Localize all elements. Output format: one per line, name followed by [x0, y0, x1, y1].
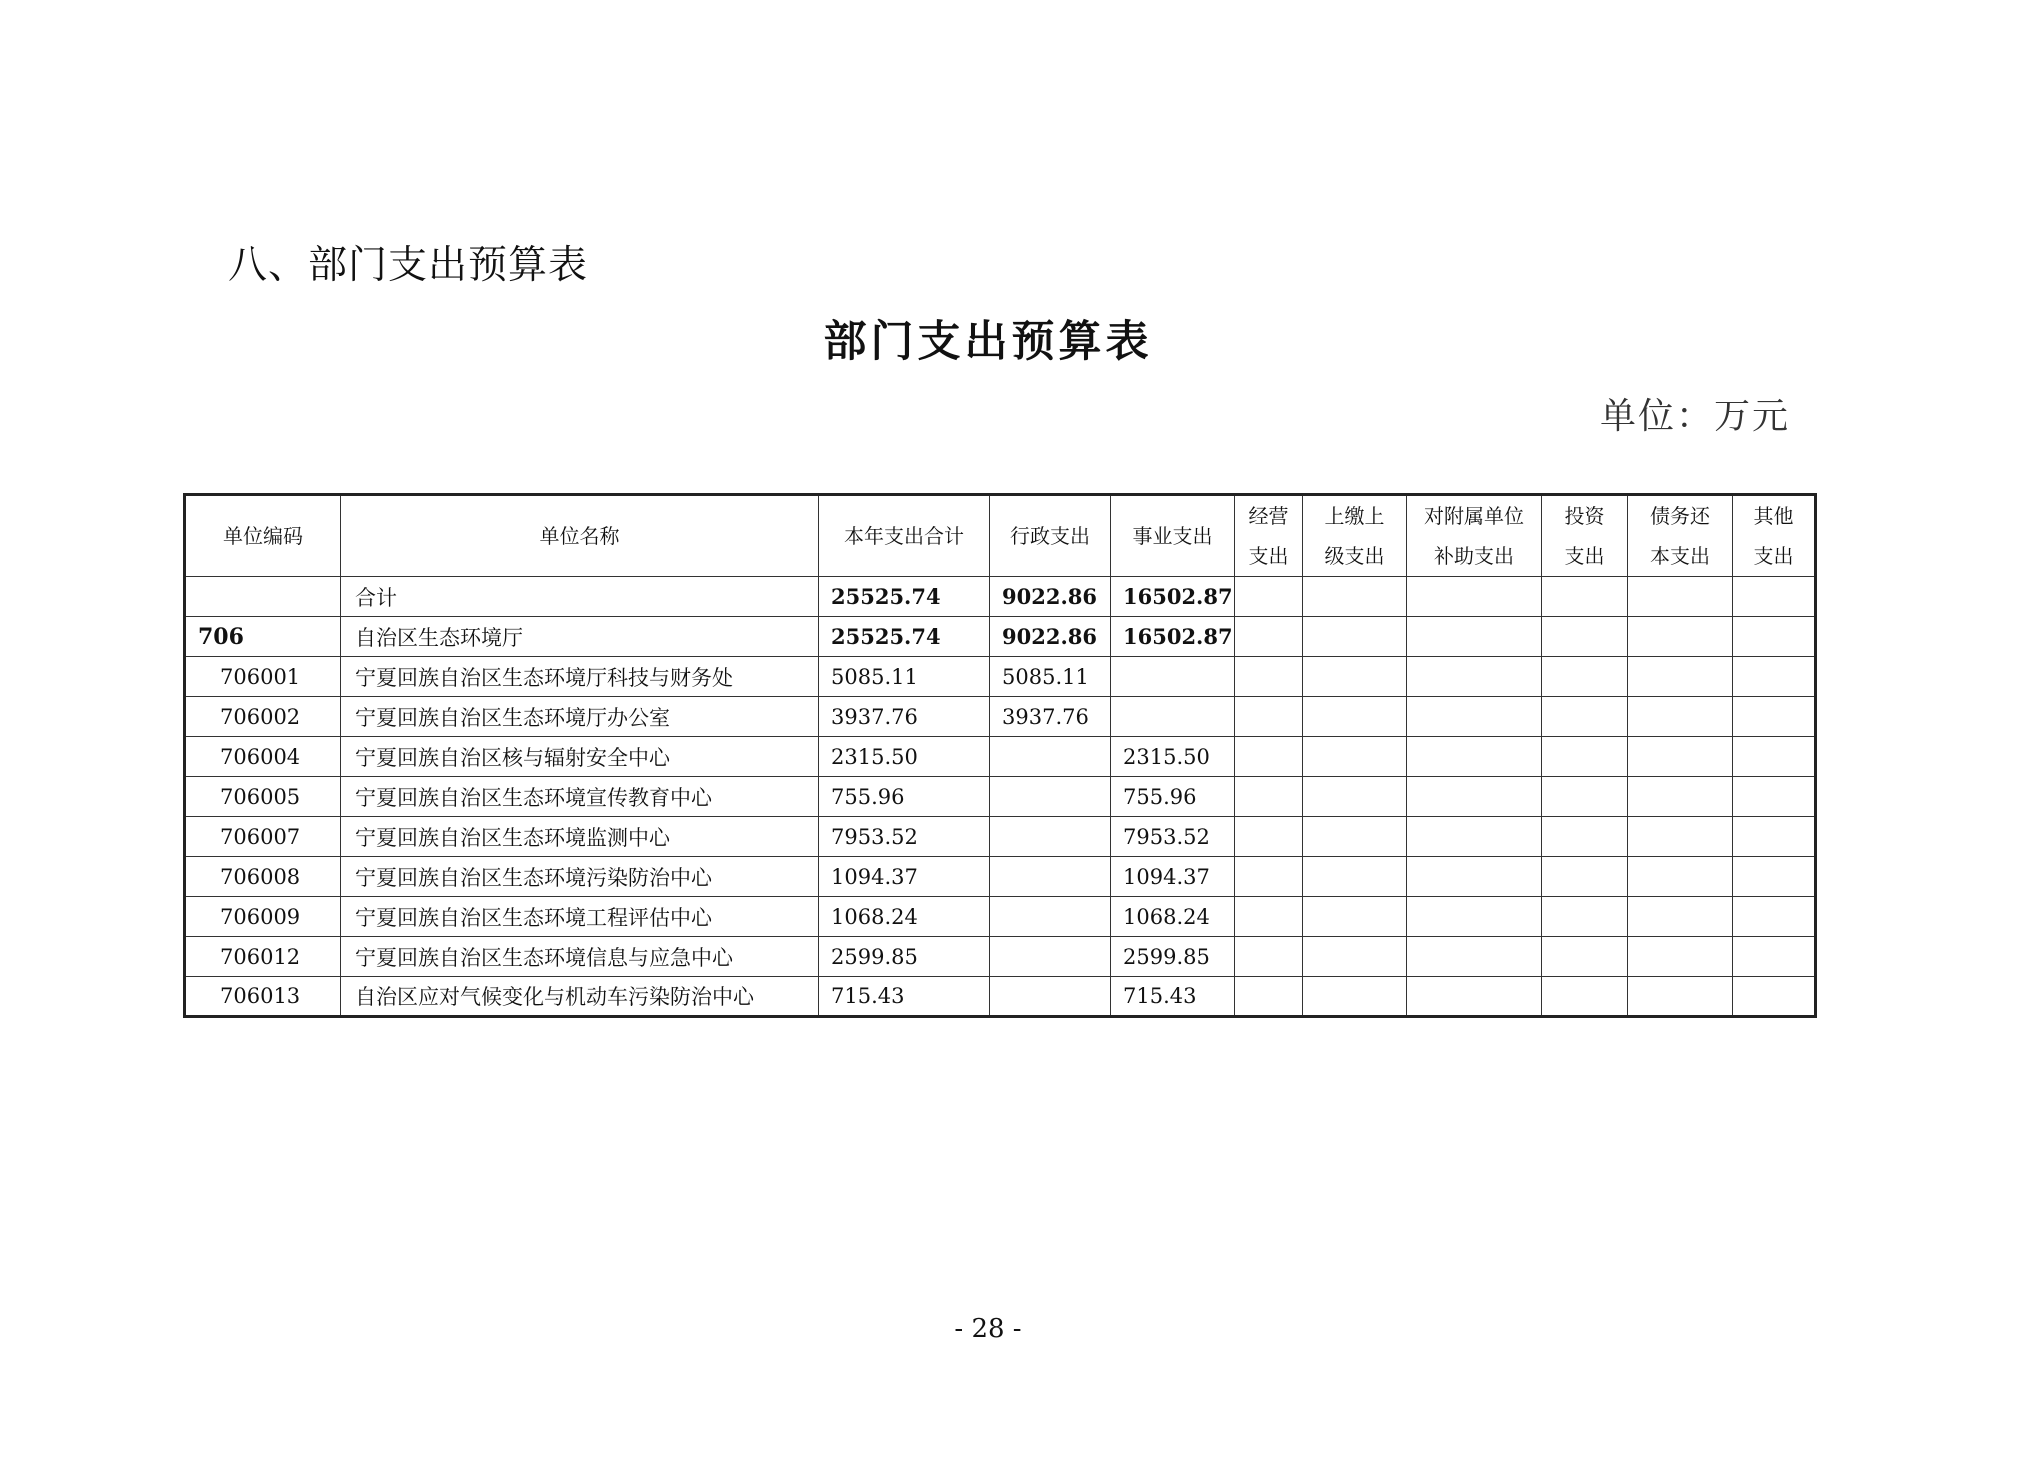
- cell-remit: [1303, 617, 1407, 657]
- header-remit-line2: 级支出: [1324, 544, 1385, 568]
- cell-institution: 715.43: [1111, 977, 1235, 1017]
- cell-total: 1068.24: [819, 897, 990, 937]
- header-remit-line1: 上缴上: [1324, 504, 1385, 528]
- cell-debt: [1628, 857, 1733, 897]
- cell-business: [1235, 617, 1303, 657]
- header-invest-line2: 支出: [1564, 544, 1605, 568]
- cell-subsidy: [1407, 617, 1542, 657]
- table-row: [185, 857, 1816, 897]
- cell-subsidy: [1407, 977, 1542, 1017]
- cell-other: [1733, 897, 1816, 937]
- cell-invest: [1542, 777, 1628, 817]
- cell-remit: [1303, 977, 1407, 1017]
- table-row: [185, 777, 1816, 817]
- cell-admin: 5085.11: [990, 657, 1111, 697]
- cell-invest: [1542, 657, 1628, 697]
- cell-unit-code: 706013: [185, 977, 341, 1017]
- expenditure-budget-table: [183, 493, 1817, 1018]
- cell-admin: [990, 937, 1111, 977]
- cell-admin: [990, 977, 1111, 1017]
- cell-unit-name: 宁夏回族自治区生态环境厅办公室: [341, 697, 819, 737]
- cell-other: [1733, 657, 1816, 697]
- document-title: 部门支出预算表: [823, 317, 1153, 367]
- cell-total: 25525.74: [819, 617, 990, 657]
- cell-unit-name: 宁夏回族自治区生态环境工程评估中心: [341, 897, 819, 937]
- cell-institution: 2599.85: [1111, 937, 1235, 977]
- header-business-line2: 支出: [1248, 544, 1289, 568]
- cell-invest: [1542, 737, 1628, 777]
- cell-total: 5085.11: [819, 657, 990, 697]
- cell-remit: [1303, 857, 1407, 897]
- cell-admin: [990, 777, 1111, 817]
- cell-business: [1235, 857, 1303, 897]
- cell-unit-name: 宁夏回族自治区生态环境厅科技与财务处: [341, 657, 819, 697]
- cell-subsidy: [1407, 857, 1542, 897]
- cell-business: [1235, 737, 1303, 777]
- header-business-line1: 经营: [1248, 504, 1289, 528]
- cell-unit-code: 706005: [185, 777, 341, 817]
- header-remit-expenditure: [1303, 495, 1407, 577]
- cell-admin: [990, 857, 1111, 897]
- cell-unit-name: 自治区应对气候变化与机动车污染防治中心: [341, 977, 819, 1017]
- cell-debt: [1628, 897, 1733, 937]
- cell-unit-name: 宁夏回族自治区生态环境监测中心: [341, 817, 819, 857]
- header-other-line1: 其他: [1753, 504, 1794, 528]
- header-subsidy-line1: 对附属单位: [1424, 504, 1524, 528]
- cell-admin: [990, 737, 1111, 777]
- cell-invest: [1542, 817, 1628, 857]
- cell-total: 2599.85: [819, 937, 990, 977]
- cell-remit: [1303, 737, 1407, 777]
- cell-debt: [1628, 977, 1733, 1017]
- page-number: - 28 -: [954, 1314, 1022, 1344]
- header-unit-name: 单位名称: [341, 495, 819, 577]
- header-other-expenditure: [1733, 495, 1816, 577]
- cell-invest: [1542, 617, 1628, 657]
- section-heading: 八、部门支出预算表: [228, 243, 589, 288]
- cell-unit-code: 706012: [185, 937, 341, 977]
- cell-unit-name: 宁夏回族自治区核与辐射安全中心: [341, 737, 819, 777]
- cell-remit: [1303, 777, 1407, 817]
- cell-other: [1733, 977, 1816, 1017]
- cell-other: [1733, 777, 1816, 817]
- cell-other: [1733, 697, 1816, 737]
- cell-debt: [1628, 817, 1733, 857]
- cell-business: [1235, 977, 1303, 1017]
- cell-total: 3937.76: [819, 697, 990, 737]
- table-row: [185, 697, 1816, 737]
- cell-debt: [1628, 657, 1733, 697]
- header-debt-line1: 债务还: [1650, 504, 1710, 528]
- cell-subsidy: [1407, 737, 1542, 777]
- cell-total: 755.96: [819, 777, 990, 817]
- header-business-expenditure: [1235, 495, 1303, 577]
- cell-subsidy: [1407, 817, 1542, 857]
- header-debt-line2: 本支出: [1650, 544, 1710, 568]
- cell-admin: [990, 817, 1111, 857]
- cell-unit-code: 706007: [185, 817, 341, 857]
- cell-subsidy: [1407, 697, 1542, 737]
- cell-other: [1733, 737, 1816, 777]
- cell-total: 25525.74: [819, 577, 990, 617]
- cell-unit-code: 706001: [185, 657, 341, 697]
- header-invest-line1: 投资: [1564, 504, 1605, 528]
- table-header-row: [185, 495, 1816, 577]
- table-row-total: [185, 577, 1816, 617]
- cell-debt: [1628, 577, 1733, 617]
- cell-unit-code: [185, 577, 341, 617]
- cell-unit-name: 自治区生态环境厅: [341, 617, 819, 657]
- cell-institution: 1068.24: [1111, 897, 1235, 937]
- cell-other: [1733, 577, 1816, 617]
- cell-unit-name: 宁夏回族自治区生态环境污染防治中心: [341, 857, 819, 897]
- cell-business: [1235, 657, 1303, 697]
- cell-admin: [990, 897, 1111, 937]
- cell-unit-name: 宁夏回族自治区生态环境信息与应急中心: [341, 937, 819, 977]
- cell-business: [1235, 777, 1303, 817]
- cell-debt: [1628, 617, 1733, 657]
- table-row: [185, 897, 1816, 937]
- cell-business: [1235, 937, 1303, 977]
- cell-debt: [1628, 937, 1733, 977]
- cell-invest: [1542, 577, 1628, 617]
- header-total-expenditure: 本年支出合计: [819, 495, 990, 577]
- cell-other: [1733, 857, 1816, 897]
- cell-institution: 1094.37: [1111, 857, 1235, 897]
- cell-business: [1235, 577, 1303, 617]
- cell-subsidy: [1407, 897, 1542, 937]
- cell-unit-code: 706008: [185, 857, 341, 897]
- cell-total: 715.43: [819, 977, 990, 1017]
- cell-invest: [1542, 897, 1628, 937]
- header-debt-expenditure: [1628, 495, 1733, 577]
- table-row: [185, 817, 1816, 857]
- cell-subsidy: [1407, 657, 1542, 697]
- cell-subsidy: [1407, 577, 1542, 617]
- cell-admin: 9022.86: [990, 577, 1111, 617]
- header-institution-expenditure: 事业支出: [1111, 495, 1235, 577]
- header-admin-expenditure: 行政支出: [990, 495, 1111, 577]
- table-row: [185, 977, 1816, 1017]
- table-row-department: [185, 617, 1816, 657]
- cell-other: [1733, 617, 1816, 657]
- cell-unit-code: 706: [185, 617, 341, 657]
- cell-remit: [1303, 657, 1407, 697]
- cell-institution: 7953.52: [1111, 817, 1235, 857]
- header-subsidy-line2: 补助支出: [1434, 544, 1514, 568]
- header-subsidy-expenditure: [1407, 495, 1542, 577]
- cell-subsidy: [1407, 777, 1542, 817]
- cell-remit: [1303, 577, 1407, 617]
- cell-total: 2315.50: [819, 737, 990, 777]
- cell-unit-code: 706002: [185, 697, 341, 737]
- cell-total: 1094.37: [819, 857, 990, 897]
- cell-total: 7953.52: [819, 817, 990, 857]
- header-invest-expenditure: [1542, 495, 1628, 577]
- cell-debt: [1628, 777, 1733, 817]
- cell-business: [1235, 697, 1303, 737]
- cell-remit: [1303, 697, 1407, 737]
- table-row: [185, 737, 1816, 777]
- cell-invest: [1542, 937, 1628, 977]
- cell-institution: 16502.87: [1111, 577, 1235, 617]
- cell-institution: 755.96: [1111, 777, 1235, 817]
- table-row: [185, 937, 1816, 977]
- cell-business: [1235, 897, 1303, 937]
- header-unit-code: 单位编码: [185, 495, 341, 577]
- unit-label: 单位：万元: [1600, 396, 1791, 437]
- cell-debt: [1628, 697, 1733, 737]
- cell-admin: 3937.76: [990, 697, 1111, 737]
- table-row: [185, 657, 1816, 697]
- cell-remit: [1303, 937, 1407, 977]
- cell-institution: 16502.87: [1111, 617, 1235, 657]
- cell-remit: [1303, 817, 1407, 857]
- cell-invest: [1542, 977, 1628, 1017]
- cell-invest: [1542, 697, 1628, 737]
- cell-institution: 2315.50: [1111, 737, 1235, 777]
- cell-subsidy: [1407, 937, 1542, 977]
- cell-institution: [1111, 657, 1235, 697]
- cell-remit: [1303, 897, 1407, 937]
- header-other-line2: 支出: [1753, 544, 1794, 568]
- cell-invest: [1542, 857, 1628, 897]
- cell-admin: 9022.86: [990, 617, 1111, 657]
- cell-unit-name: 合计: [341, 577, 819, 617]
- cell-institution: [1111, 697, 1235, 737]
- cell-business: [1235, 817, 1303, 857]
- cell-unit-code: 706009: [185, 897, 341, 937]
- cell-unit-code: 706004: [185, 737, 341, 777]
- cell-unit-name: 宁夏回族自治区生态环境宣传教育中心: [341, 777, 819, 817]
- cell-other: [1733, 817, 1816, 857]
- cell-other: [1733, 937, 1816, 977]
- cell-debt: [1628, 737, 1733, 777]
